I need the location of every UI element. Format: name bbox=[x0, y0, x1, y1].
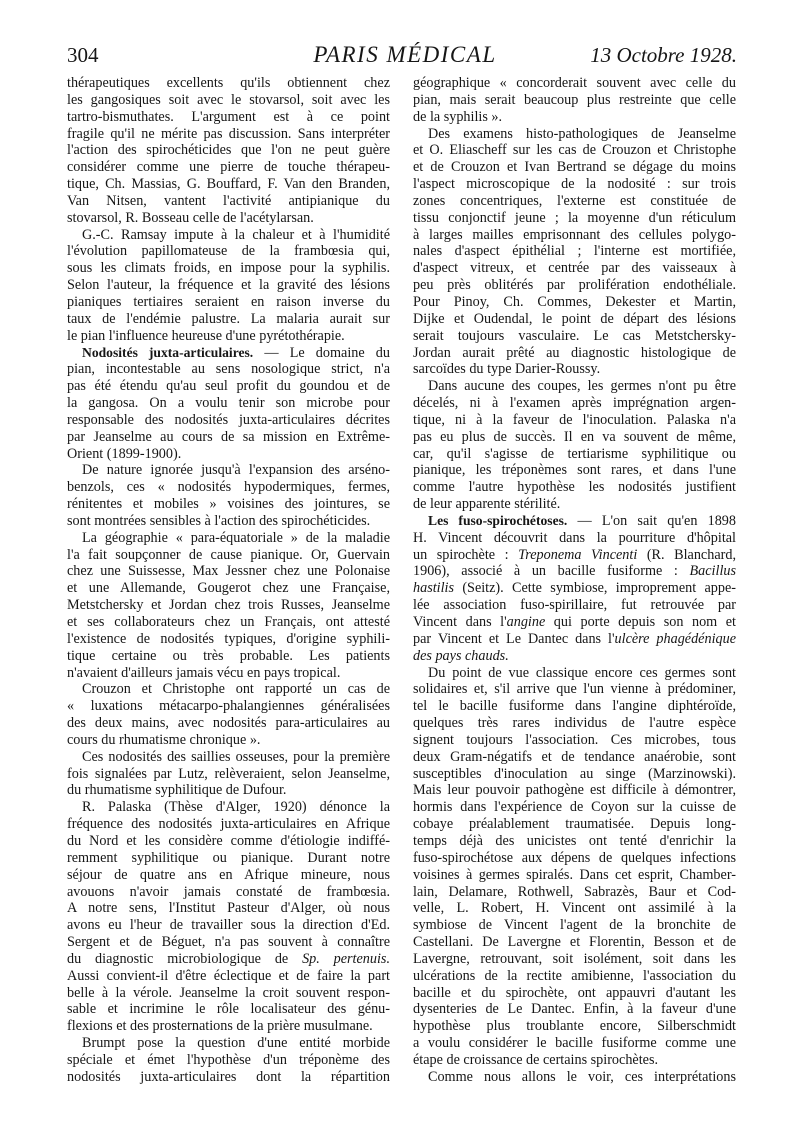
text-segment: nodosités juxta-articulaires dont la répartition bbox=[67, 1068, 390, 1085]
text-segment: remment syphilitique ou pianique. Durant notre bbox=[67, 849, 390, 866]
text-segment: bacille et du spirochète, ont appauvri d'autant les bbox=[413, 984, 736, 1001]
text-line bbox=[413, 496, 736, 513]
text-line bbox=[413, 227, 736, 244]
text-segment: des deux mains, avec nodosités para-articulaires au bbox=[67, 715, 390, 732]
text-segment: étape de croissance de certains spirochètes. bbox=[413, 1051, 659, 1068]
text-line bbox=[67, 766, 390, 783]
text-segment: temps déjà des unicistes ont tenté d'enrichir la bbox=[413, 832, 736, 849]
text-segment: tique, ni à la faveur de l'inoculation. Palaska n'a bbox=[413, 411, 736, 428]
text-line bbox=[67, 1001, 390, 1018]
text-segment: Aussi convient-il d'être éclectique et de faire la part bbox=[67, 967, 390, 984]
text-line bbox=[413, 850, 736, 867]
text-line bbox=[413, 1069, 736, 1086]
text-line bbox=[67, 277, 390, 294]
text-line bbox=[413, 563, 736, 580]
text-line bbox=[67, 631, 390, 648]
text-segment: séjour de quatre ans en Afrique mineure, nous bbox=[67, 866, 390, 883]
text-segment: rénitentes et mobiles » voisines des jointures, se bbox=[67, 496, 390, 513]
text-segment: l'aspect microscopique de la nodosité : sur trois bbox=[413, 176, 736, 193]
text-line bbox=[413, 799, 736, 816]
text-line bbox=[413, 361, 736, 378]
text-line bbox=[67, 429, 390, 446]
paragraph bbox=[67, 345, 390, 463]
text-segment: Dijke et Oudendal, le point de départ des lésions bbox=[413, 310, 736, 327]
text-line bbox=[67, 732, 390, 749]
text-segment: Des examens histo-pathologiques de Jeanselme bbox=[428, 125, 736, 142]
text-line bbox=[413, 446, 736, 463]
text-segment: H. Vincent découvrit dans la pourriture d'hôpital bbox=[413, 529, 736, 546]
text-line bbox=[67, 345, 390, 362]
text-segment: responsable des nodosités juxta-articulaires décrites bbox=[67, 411, 390, 428]
text-segment: flexions et des prosternations de la prière musulmane. bbox=[67, 1018, 373, 1035]
text-segment: deux Gram-négatifs et de tendance anaérobie, sont bbox=[413, 748, 736, 765]
text-line bbox=[67, 850, 390, 867]
text-segment: un spirochète : bbox=[413, 546, 519, 563]
italic-term: Sp. pertenuis. bbox=[302, 950, 390, 967]
text-line bbox=[413, 142, 736, 159]
text-segment: Comme nous allons le voir, ces interprétations bbox=[428, 1068, 736, 1085]
section-heading: Les fuso-spirochétoses. bbox=[428, 512, 568, 528]
text-line bbox=[67, 816, 390, 833]
text-segment: Crouzon et Christophe ont rapporté un cas de bbox=[82, 681, 390, 698]
text-segment: la gangosa. On a voulu tenir son microbe pour bbox=[67, 395, 390, 412]
text-line bbox=[413, 412, 736, 429]
text-line bbox=[413, 766, 736, 783]
text-segment: et ses collaborateurs chez un Français, ont attesté bbox=[67, 614, 390, 630]
journal-title: PARIS MÉDICAL bbox=[313, 42, 497, 67]
text-segment: car, qu'il s'agisse de tertiarisme syphilitique ou bbox=[413, 445, 736, 462]
text-line bbox=[413, 648, 736, 665]
text-line bbox=[413, 109, 736, 126]
text-line bbox=[67, 530, 390, 547]
text-segment: tel le bacille fusiforme dans l'angine diphtéroïde, bbox=[413, 698, 736, 715]
paragraph bbox=[413, 378, 736, 513]
text-segment: — Le domaine du bbox=[253, 344, 390, 361]
text-line bbox=[67, 968, 390, 985]
text-segment: sous les climats froids, en impose pour la syphilis. bbox=[67, 260, 390, 277]
paragraph bbox=[67, 1035, 390, 1086]
text-line bbox=[67, 75, 390, 92]
text-segment: sarcoïdes du type Darier-Roussy. bbox=[413, 361, 601, 378]
text-line bbox=[413, 732, 736, 749]
text-line bbox=[67, 698, 390, 715]
text-line bbox=[67, 867, 390, 884]
text-line bbox=[67, 614, 390, 631]
text-segment: 1906), associé à un bacille fusiforme : bbox=[413, 563, 690, 580]
text-segment: lée association fuso-spirillaire, fut retrouvée par bbox=[413, 597, 736, 614]
text-segment: Lavergne, retrouvant, soit isolément, soit dans les bbox=[413, 950, 736, 967]
text-segment: signent toujours l'association. Ces microbes, tous bbox=[413, 731, 736, 748]
text-segment: peu près oblitérés par prolifération endothéliale. bbox=[413, 277, 736, 294]
text-segment: Castellani. De Lavergne et Florentin, Besson et de bbox=[413, 934, 736, 951]
text-segment: Metstchersky et Jordan chez trois Russes, Jeanselme bbox=[67, 597, 390, 614]
text-segment: pian, incontestable au sens nosologique strict, n'a bbox=[67, 361, 390, 378]
text-segment: Jordan aurait prêté au diagnostic histologique de bbox=[413, 344, 736, 361]
text-line bbox=[67, 782, 390, 799]
text-segment: Selon l'auteur, la fréquence et la gravité des lésions bbox=[67, 277, 390, 294]
text-line bbox=[413, 580, 736, 597]
text-line bbox=[67, 1069, 390, 1086]
paragraph bbox=[67, 799, 390, 1035]
text-line bbox=[413, 917, 736, 934]
paragraph bbox=[67, 530, 390, 682]
text-line bbox=[413, 547, 736, 564]
text-line bbox=[67, 496, 390, 513]
text-line bbox=[67, 479, 390, 496]
text-segment: zones concentriques, l'externe est constituée de bbox=[413, 192, 736, 209]
text-line bbox=[67, 597, 390, 614]
text-segment: (Seitz). Cette symbiose, improprement appe- bbox=[454, 580, 736, 597]
text-segment: Mais leur pouvoir pathogène est difficile à démontrer, bbox=[413, 782, 736, 799]
text-segment: (R. Blanchard, bbox=[637, 546, 736, 563]
text-line bbox=[67, 715, 390, 732]
text-line bbox=[67, 159, 390, 176]
italic-term: hastilis bbox=[413, 580, 454, 597]
text-line bbox=[67, 1052, 390, 1069]
text-segment: hormis dans l'expérience de Coyon sur la cuisse de bbox=[413, 799, 736, 816]
text-segment: Dans aucune des coupes, les germes n'ont pu être bbox=[428, 378, 736, 395]
text-line bbox=[67, 378, 390, 395]
text-line bbox=[413, 833, 736, 850]
text-line bbox=[413, 479, 736, 496]
text-line bbox=[413, 328, 736, 345]
text-segment: belle à la vérole. Jeanselme la croit souvent respon- bbox=[67, 984, 390, 1001]
text-segment: benzols, ces « nodosités hypodermiques, fermes, bbox=[67, 479, 390, 496]
text-segment: l'a fait soupçonner de cause pianique. Or, Guervain bbox=[67, 546, 390, 563]
section-heading: Nodosités juxta-articulaires. bbox=[82, 344, 254, 360]
text-segment: serait toujours vasculaire. Le cas Metstchersky- bbox=[413, 327, 736, 344]
text-line bbox=[413, 210, 736, 227]
italic-term: ulcère phagédénique bbox=[614, 630, 736, 647]
text-segment: a voulu considérer le bacille fusiforme comme une bbox=[413, 1035, 736, 1052]
text-segment: symbiose de Vincent l'agent de la bronchite de bbox=[413, 917, 736, 934]
text-segment: — L'on sait qu'en 1898 bbox=[567, 512, 736, 529]
text-segment: quelques très rares individus de l'autre espèce bbox=[413, 715, 736, 732]
text-segment: Brumpt pose la question d'une entité morbide bbox=[82, 1035, 390, 1052]
text-line bbox=[413, 530, 736, 547]
text-segment: velle, L. Robert, H. Vincent ont assimilé à la bbox=[413, 900, 736, 917]
text-segment: Ces nodosités des saillies osseuses, pour la première bbox=[82, 748, 390, 765]
text-segment: hypothèse plus troublante encore, Silberschmidt bbox=[413, 1018, 736, 1035]
text-segment: par Vincent et Le Dantec dans l' bbox=[413, 630, 615, 647]
text-line bbox=[413, 513, 736, 530]
text-segment: tique certaine ou très probable. Les patients bbox=[67, 647, 390, 664]
text-segment: G.-C. Ramsay impute à la chaleur et à l'humidité bbox=[82, 226, 390, 243]
text-line bbox=[67, 884, 390, 901]
text-line bbox=[67, 833, 390, 850]
text-segment: voisines à germes spiralés. Dans cet esprit, Chamber- bbox=[413, 866, 736, 883]
text-line bbox=[413, 614, 736, 631]
text-segment: qui porte depuis son nom et bbox=[545, 614, 736, 630]
text-line bbox=[67, 260, 390, 277]
text-line bbox=[67, 917, 390, 934]
text-line bbox=[67, 934, 390, 951]
text-segment: et de Crouzon et Ivan Bertrand se dégage du moins bbox=[413, 159, 736, 176]
text-segment: Vincent dans l' bbox=[413, 614, 507, 630]
text-segment: de la syphilis ». bbox=[413, 108, 503, 125]
paragraph bbox=[67, 227, 390, 345]
page-number: 304 bbox=[67, 43, 99, 67]
text-segment: avouons n'avoir jamais constaté de frambœsia. bbox=[67, 883, 390, 900]
text-segment: du Nord et les considère comme d'étiologie indiffé- bbox=[67, 832, 390, 849]
paragraph bbox=[67, 75, 390, 227]
text-segment: De nature ignorée jusqu'à l'expansion des arséno- bbox=[82, 462, 390, 479]
text-line bbox=[413, 429, 736, 446]
text-segment: spéciale et émet l'hypothèse d'un tréponème des bbox=[67, 1051, 390, 1068]
italic-term: angine bbox=[506, 614, 546, 630]
text-segment: et une Allemande, Gougerot chez une Française, bbox=[67, 580, 390, 597]
text-segment: pianique, les tréponèmes sont rares, et dans l'une bbox=[413, 462, 736, 479]
text-line bbox=[413, 1018, 736, 1035]
italic-term: Treponema Vincenti bbox=[518, 546, 638, 563]
text-line bbox=[67, 513, 390, 530]
paragraph bbox=[413, 665, 736, 1069]
paragraph bbox=[413, 126, 736, 379]
paragraph bbox=[413, 75, 736, 126]
text-line bbox=[67, 92, 390, 109]
text-line bbox=[67, 210, 390, 227]
text-segment: lain, Delamare, Rothwell, Sabrazès, Baur et Cod- bbox=[413, 883, 736, 900]
text-segment: nales d'aspect épithélial ; l'interne est mortifiée, bbox=[413, 243, 736, 260]
text-line bbox=[67, 412, 390, 429]
text-line bbox=[413, 867, 736, 884]
text-line bbox=[67, 900, 390, 917]
text-segment: tissu conjonctif jeune ; la moyenne d'un réticulum bbox=[413, 209, 736, 226]
text-line bbox=[67, 109, 390, 126]
text-segment: sable et incrimine le rôle localisateur des génu- bbox=[67, 1001, 390, 1018]
text-line bbox=[67, 193, 390, 210]
text-segment: fragile qu'il ne mérite pas discussion. Sans interpréter bbox=[67, 125, 390, 142]
text-segment: cours du rhumatisme chronique ». bbox=[67, 731, 261, 748]
text-segment: du diagnostic microbiologique de bbox=[67, 950, 303, 967]
text-line bbox=[67, 648, 390, 665]
text-line bbox=[413, 665, 736, 682]
text-line bbox=[67, 547, 390, 564]
text-line bbox=[67, 361, 390, 378]
text-segment: d'aspect vitreux, et centrée par des vaisseaux à bbox=[413, 260, 736, 277]
text-line bbox=[413, 715, 736, 732]
text-segment: La géographie « para-équatoriale » de la maladie bbox=[82, 529, 390, 546]
text-line bbox=[413, 75, 736, 92]
text-line bbox=[413, 884, 736, 901]
paragraph bbox=[413, 1069, 736, 1086]
text-line bbox=[413, 749, 736, 766]
text-line bbox=[413, 782, 736, 799]
text-segment: Du point de vue classique encore ces germes sont bbox=[428, 664, 736, 681]
text-line bbox=[413, 92, 736, 109]
text-segment: les gangosiques soit avec le stovarsol, soit avec les bbox=[67, 91, 390, 108]
text-segment: dysenteries de Le Dantec. Enfin, à la faveur d'une bbox=[413, 1001, 736, 1018]
text-segment: n'avaient d'ailleurs jamais vécu en pays tropical. bbox=[67, 664, 341, 681]
text-segment: tique, Ch. Massias, G. Bouffard, F. Van den Branden, bbox=[67, 176, 390, 193]
text-line bbox=[413, 951, 736, 968]
text-line bbox=[67, 462, 390, 479]
text-segment: Orient (1899-1900). bbox=[67, 445, 182, 462]
text-segment: fréquence des nodosités juxta-articulaires en Afrique bbox=[67, 816, 390, 833]
text-line bbox=[67, 243, 390, 260]
text-segment: A notre sens, l'Institut Pasteur d'Alger, où nous bbox=[67, 900, 390, 917]
text-segment: et O. Eliascheff sur les cas de Crouzon et Christophe bbox=[413, 142, 736, 159]
text-line bbox=[413, 277, 736, 294]
text-line bbox=[67, 176, 390, 193]
text-line bbox=[67, 580, 390, 597]
text-line bbox=[413, 968, 736, 985]
text-segment: susceptibles d'inoculation au singe (Marzinowski). bbox=[413, 765, 736, 782]
text-line bbox=[413, 631, 736, 648]
paragraph bbox=[413, 513, 736, 665]
text-line bbox=[413, 1035, 736, 1052]
text-segment: thérapeutiques excellents qu'ils obtiennent chez bbox=[67, 75, 390, 91]
text-line bbox=[413, 698, 736, 715]
italic-term: des pays chauds. bbox=[413, 647, 509, 664]
text-segment: tartro-bismuthates. L'argument est à ce point bbox=[67, 108, 390, 125]
text-segment: le pian l'influence heureuse d'une pyrétothérapie. bbox=[67, 327, 345, 344]
text-segment: pas eu plus de succès. Il en va souvent de même, bbox=[413, 428, 736, 445]
italic-term: Bacillus bbox=[689, 563, 736, 580]
text-column-left bbox=[67, 75, 390, 1086]
text-line bbox=[67, 563, 390, 580]
text-line bbox=[413, 126, 736, 143]
text-line bbox=[67, 799, 390, 816]
text-segment: solidaires et, s'il arrive que l'un vienne à prédominer, bbox=[413, 681, 736, 698]
text-line bbox=[67, 951, 390, 968]
text-segment: cobaye préalablement traumatisée. Depuis long- bbox=[413, 816, 736, 833]
text-segment: considérer comme une pierre de touche thérapeu- bbox=[67, 159, 390, 176]
text-line bbox=[413, 985, 736, 1002]
text-segment: à larges mailles emprisonnant des cellules polygo- bbox=[413, 226, 736, 243]
text-segment: « luxations métacarpo-phalangiennes généralisées bbox=[67, 698, 390, 715]
text-line bbox=[67, 681, 390, 698]
text-line bbox=[413, 294, 736, 311]
text-line bbox=[413, 1001, 736, 1018]
text-line bbox=[67, 395, 390, 412]
text-line bbox=[67, 294, 390, 311]
text-line bbox=[413, 395, 736, 412]
text-line bbox=[67, 1035, 390, 1052]
paragraph bbox=[67, 749, 390, 800]
text-segment: par Jeanselme au cours de sa mission en Extrême- bbox=[67, 428, 390, 445]
text-segment: comme l'autre hypothèse les nodosités justifient bbox=[413, 479, 736, 496]
text-segment: taux de l'endémie palustre. La malaria aurait sur bbox=[67, 310, 390, 327]
text-line bbox=[413, 345, 736, 362]
text-segment: l'action des spirochéticides que l'on ne peut guère bbox=[67, 142, 390, 159]
paragraph bbox=[67, 462, 390, 529]
text-line bbox=[67, 311, 390, 328]
text-segment: fois signalées par Lutz, relèveraient, selon Jeanselme, bbox=[67, 765, 390, 782]
text-segment: l'existence de nodosités typiques, d'origine syphili- bbox=[67, 630, 390, 647]
text-line bbox=[67, 227, 390, 244]
text-line bbox=[413, 597, 736, 614]
text-segment: stovarsol, R. Bosseau celle de l'acétylarsan. bbox=[67, 209, 314, 226]
text-line bbox=[67, 1018, 390, 1035]
text-line bbox=[67, 328, 390, 345]
text-line bbox=[67, 985, 390, 1002]
text-segment: pianiques tertiaires seraient en raison inverse du bbox=[67, 293, 390, 310]
text-line bbox=[413, 159, 736, 176]
text-line bbox=[67, 665, 390, 682]
text-line bbox=[413, 816, 736, 833]
text-line bbox=[413, 378, 736, 395]
text-segment: pas été étendu qu'au seul profit du goundou et de bbox=[67, 378, 390, 395]
text-segment: pian, mais serait beaucoup plus restreinte que celle bbox=[413, 91, 736, 108]
issue-date: 13 Octobre 1928. bbox=[590, 43, 737, 67]
text-line bbox=[413, 462, 736, 479]
text-line bbox=[413, 260, 736, 277]
text-segment: chez une Suissesse, Max Jessner chez une Polonaise bbox=[67, 563, 390, 580]
text-segment: Sergent et de Béguet, n'a pas souvent à connaître bbox=[67, 934, 390, 951]
text-line bbox=[413, 311, 736, 328]
text-column-right bbox=[413, 75, 736, 1086]
text-line bbox=[413, 934, 736, 951]
text-line bbox=[413, 193, 736, 210]
text-line bbox=[413, 900, 736, 917]
text-line bbox=[67, 749, 390, 766]
text-segment: ulcérations de la rectite amibienne, l'association du bbox=[413, 967, 736, 984]
text-segment: géographique « concorderait souvent avec celle du bbox=[413, 75, 736, 91]
paragraph bbox=[67, 681, 390, 748]
text-line bbox=[67, 142, 390, 159]
text-segment: l'évolution papillomateuse de la frambœsia qui, bbox=[67, 243, 390, 260]
text-segment: R. Palaska (Thèse d'Alger, 1920) dénonce la bbox=[82, 799, 390, 816]
text-line bbox=[413, 176, 736, 193]
text-segment: avons eu l'heur de travailler sous la direction d'Ed. bbox=[67, 917, 390, 934]
text-segment: décelés, ni à l'examen après imprégnation argen- bbox=[413, 395, 736, 412]
text-line bbox=[413, 1052, 736, 1069]
text-line bbox=[413, 681, 736, 698]
text-line bbox=[413, 243, 736, 260]
text-segment: du rhumatisme syphilitique de Dufour. bbox=[67, 782, 287, 799]
text-segment: de leur apparente stérilité. bbox=[413, 496, 561, 513]
text-segment: Van Nitsen, vantent l'activité antipianique du bbox=[67, 192, 390, 209]
text-segment: fuso-spirochétose aux dépens de quelques infections bbox=[413, 849, 736, 866]
text-segment: sont montrées sensibles à l'action des spirochéticides. bbox=[67, 512, 371, 529]
text-line bbox=[67, 446, 390, 463]
text-segment: Pour Pinoy, Ch. Commes, Dekester et Martin, bbox=[413, 293, 736, 310]
text-line bbox=[67, 126, 390, 143]
